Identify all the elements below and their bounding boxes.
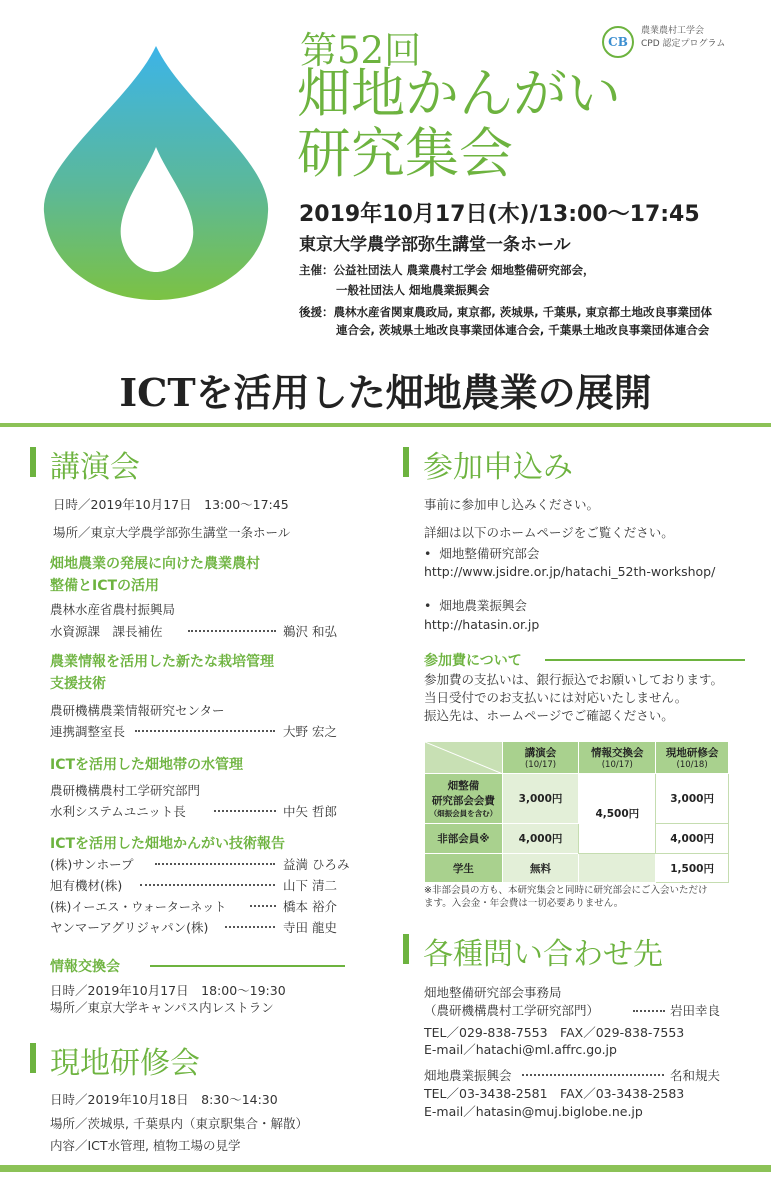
talk1-title-line2: 整備とICTの活用	[50, 578, 160, 594]
section-bar	[403, 934, 409, 964]
water-drop-icon	[40, 42, 272, 304]
fee-line3: 振込先は、ホームページでご確認ください。	[424, 708, 674, 723]
fee-col-field-date: (10/18)	[676, 760, 708, 770]
fee-row-member	[425, 774, 503, 824]
talk3-speaker: 中矢 哲郎	[283, 804, 337, 819]
talk2-role: 連携調整室長	[50, 724, 126, 739]
section-bar	[30, 447, 36, 477]
organizers-line1: 主催：公益社団法人 農業農村工学会 畑地整備研究部会，	[299, 263, 595, 277]
field-trip-place: 場所／茨城県, 千葉県内（東京駅集合・解散）	[50, 1116, 308, 1131]
talk3-org: 農研機構農村工学研究部門	[50, 783, 201, 798]
link2-name-text: 畑地農業振興会	[439, 598, 527, 613]
fee-col-exchange-label: 情報交換会	[591, 747, 644, 759]
event-title-line1: 畑地かんがい	[297, 62, 621, 125]
leader-dots	[522, 1068, 664, 1076]
cpd-logo: CB	[602, 26, 634, 58]
talk1-org: 農林水産省農村振興局	[50, 602, 176, 617]
theme-title: ICTを活用した畑地農業の展開	[119, 370, 652, 415]
registration-heading: 参加申込み	[423, 450, 573, 485]
contact2-tel: TEL／03-3438-2581 FAX／03-3438-2583	[424, 1086, 685, 1101]
fee-row-member-label2: 研究部会会費	[431, 795, 495, 807]
exchange-place: 場所／東京大学キャンパス内レストラン	[50, 1000, 274, 1015]
field-trip-content: 内容／ICT水管理, 植物工場の見学	[50, 1138, 241, 1153]
fee-cell: 1,500円	[656, 854, 729, 883]
report-company: ヤンマーアグリジャパン(株)	[50, 920, 209, 935]
contact1-dept: （農研機構農村工学研究部門）	[424, 1003, 600, 1018]
fee-cell: 3,000円	[656, 774, 729, 824]
cpd-label-line1: 農業農村工学会	[641, 26, 705, 36]
divider-top	[0, 423, 771, 427]
report-company: 旭有機材(株)	[50, 878, 123, 893]
event-title-line2: 研究集会	[297, 122, 513, 185]
registration-intro: 事前に参加申し込みください。	[424, 497, 600, 512]
talk1-speaker: 鵜沢 和弘	[283, 624, 337, 639]
fee-col-field	[656, 742, 729, 774]
cpd-label-line2: CPD 認定プログラム	[641, 39, 726, 49]
report-speaker: 寺田 龍史	[283, 920, 337, 935]
diagonal-line	[425, 742, 503, 774]
fee-underline	[545, 659, 745, 661]
lectures-place: 場所／東京大学農学部弥生講堂一条ホール	[53, 525, 291, 540]
exchange-underline	[150, 965, 345, 967]
fee-col-field-label: 現地研修会	[665, 747, 719, 759]
leader-dots	[135, 724, 275, 732]
fee-cell: 3,000円	[502, 774, 579, 824]
fee-cell: 無料	[502, 854, 579, 883]
leader-dots	[250, 899, 276, 907]
contact1-person: 岩田幸良	[670, 1003, 721, 1018]
talk2-title-line2: 支援技術	[50, 676, 106, 692]
fee-row-student: 学生	[425, 854, 503, 883]
field-trip-datetime: 日時／2019年10月18日 8:30〜14:30	[50, 1092, 278, 1107]
leader-dots	[188, 624, 276, 632]
lectures-heading: 講演会	[50, 450, 140, 485]
fee-table-corner	[425, 742, 503, 774]
link2-url[interactable]: http://hatasin.or.jp	[424, 617, 540, 632]
fee-row-member-label1: 畑整備	[447, 780, 480, 792]
link1-name: • 畑地整備研究部会	[424, 546, 540, 561]
fee-col-lecture-date: (10/17)	[524, 760, 557, 770]
fee-note-line1: ※非部会員の方も、本研究集会と同時に研究部会にご入会いただけ	[424, 885, 708, 896]
talk4-title: ICTを活用した畑地かんがい技術報告	[50, 836, 286, 852]
fee-cell: 4,000円	[656, 824, 729, 854]
fee-col-lecture	[502, 742, 579, 774]
leader-dots	[633, 1004, 665, 1012]
contact1-org: 畑地整備研究部会事務局	[424, 985, 562, 1000]
fee-line2: 当日受付でのお支払いには対応いたしません。	[424, 690, 688, 705]
talk2-title-line1: 農業情報を活用した新たな栽培管理	[50, 654, 274, 670]
talk2-org: 農研機構農業情報研究センター	[50, 703, 225, 718]
divider-bottom	[0, 1165, 771, 1172]
fee-row-member-label3: （畑振会員を含む）	[429, 809, 498, 818]
leader-dots	[225, 920, 275, 928]
fee-note-line2: ます。入会金・年会費は一切必要ありません。	[424, 898, 624, 909]
field-trip-heading: 現地研修会	[50, 1046, 200, 1081]
report-company: (株)サンホープ	[50, 857, 134, 872]
supporters-line2: 連合会, 茨城県土地改良事業団体連合会, 千葉県土地改良事業団体連合会	[336, 323, 710, 337]
contact-heading: 各種問い合わせ先	[423, 937, 663, 972]
leader-dots	[155, 857, 275, 865]
link2-name: • 畑地農業振興会	[424, 598, 527, 613]
contact1-tel: TEL／029-838-7553 FAX／029-838-7553	[424, 1025, 685, 1040]
fee-cell-empty	[579, 854, 656, 883]
fee-heading: 参加費について	[424, 653, 522, 669]
contact1-mail[interactable]: E-mail／hatachi@ml.affrc.go.jp	[424, 1042, 617, 1057]
fee-cell: 4,000円	[502, 824, 579, 854]
cpd-label	[641, 25, 725, 51]
leader-dots	[140, 878, 275, 886]
talk1-title-line1: 畑地農業の発展に向けた農業農村	[50, 556, 260, 572]
leader-dots	[214, 804, 276, 812]
fee-col-lecture-label: 講演会	[524, 747, 557, 759]
fee-cell-exchange: 4,500円	[579, 774, 656, 854]
contact2-person: 名和規夫	[670, 1068, 721, 1083]
link1-name-text: 畑地整備研究部会	[439, 546, 540, 561]
section-bar	[30, 1043, 36, 1073]
event-ordinal: 第52回	[300, 29, 422, 72]
talk3-role: 水利システムユニット長	[50, 804, 186, 819]
fee-col-exchange	[579, 742, 656, 774]
organizers-line2: 一般社団法人 畑地農業振興会	[336, 283, 490, 297]
event-date: 2019年10月17日(木)/13:00〜17:45	[299, 202, 700, 227]
exchange-heading: 情報交換会	[50, 959, 120, 975]
contact2-mail[interactable]: E-mail／hatasin@muj.biglobe.ne.jp	[424, 1104, 643, 1119]
report-speaker: 山下 清二	[283, 878, 337, 893]
talk3-title: ICTを活用した畑地帯の水管理	[50, 757, 244, 773]
lectures-datetime: 日時／2019年10月17日 13:00〜17:45	[53, 497, 289, 512]
report-speaker: 益満 ひろみ	[283, 857, 350, 872]
supporters-line1: 後援：農林水産省関東農政局, 東京都, 茨城県, 千葉県, 東京都土地改良事業団体	[299, 305, 712, 319]
link1-url[interactable]: http://www.jsidre.or.jp/hatachi_52th-workshop/	[424, 564, 716, 579]
report-company: (株)イーエス・ウォーターネット	[50, 900, 227, 914]
exchange-datetime: 日時／2019年10月17日 18:00〜19:30	[50, 983, 286, 998]
section-bar	[403, 447, 409, 477]
event-venue: 東京大学農学部弥生講堂一条ホール	[299, 235, 571, 255]
report-speaker: 橋本 裕介	[283, 899, 337, 914]
fee-table	[424, 741, 729, 883]
talk1-role: 水資源課 課長補佐	[50, 624, 163, 639]
fee-line1: 参加費の支払いは、銀行振込でお願いしております。	[424, 672, 724, 687]
contact2-org: 畑地農業振興会	[424, 1068, 512, 1083]
fee-row-nonmember: 非部会員※	[425, 824, 503, 854]
talk2-speaker: 大野 宏之	[283, 724, 337, 739]
fee-col-exchange-date: (10/17)	[601, 760, 633, 770]
registration-details: 詳細は以下のホームページをご覧ください。	[424, 525, 674, 540]
